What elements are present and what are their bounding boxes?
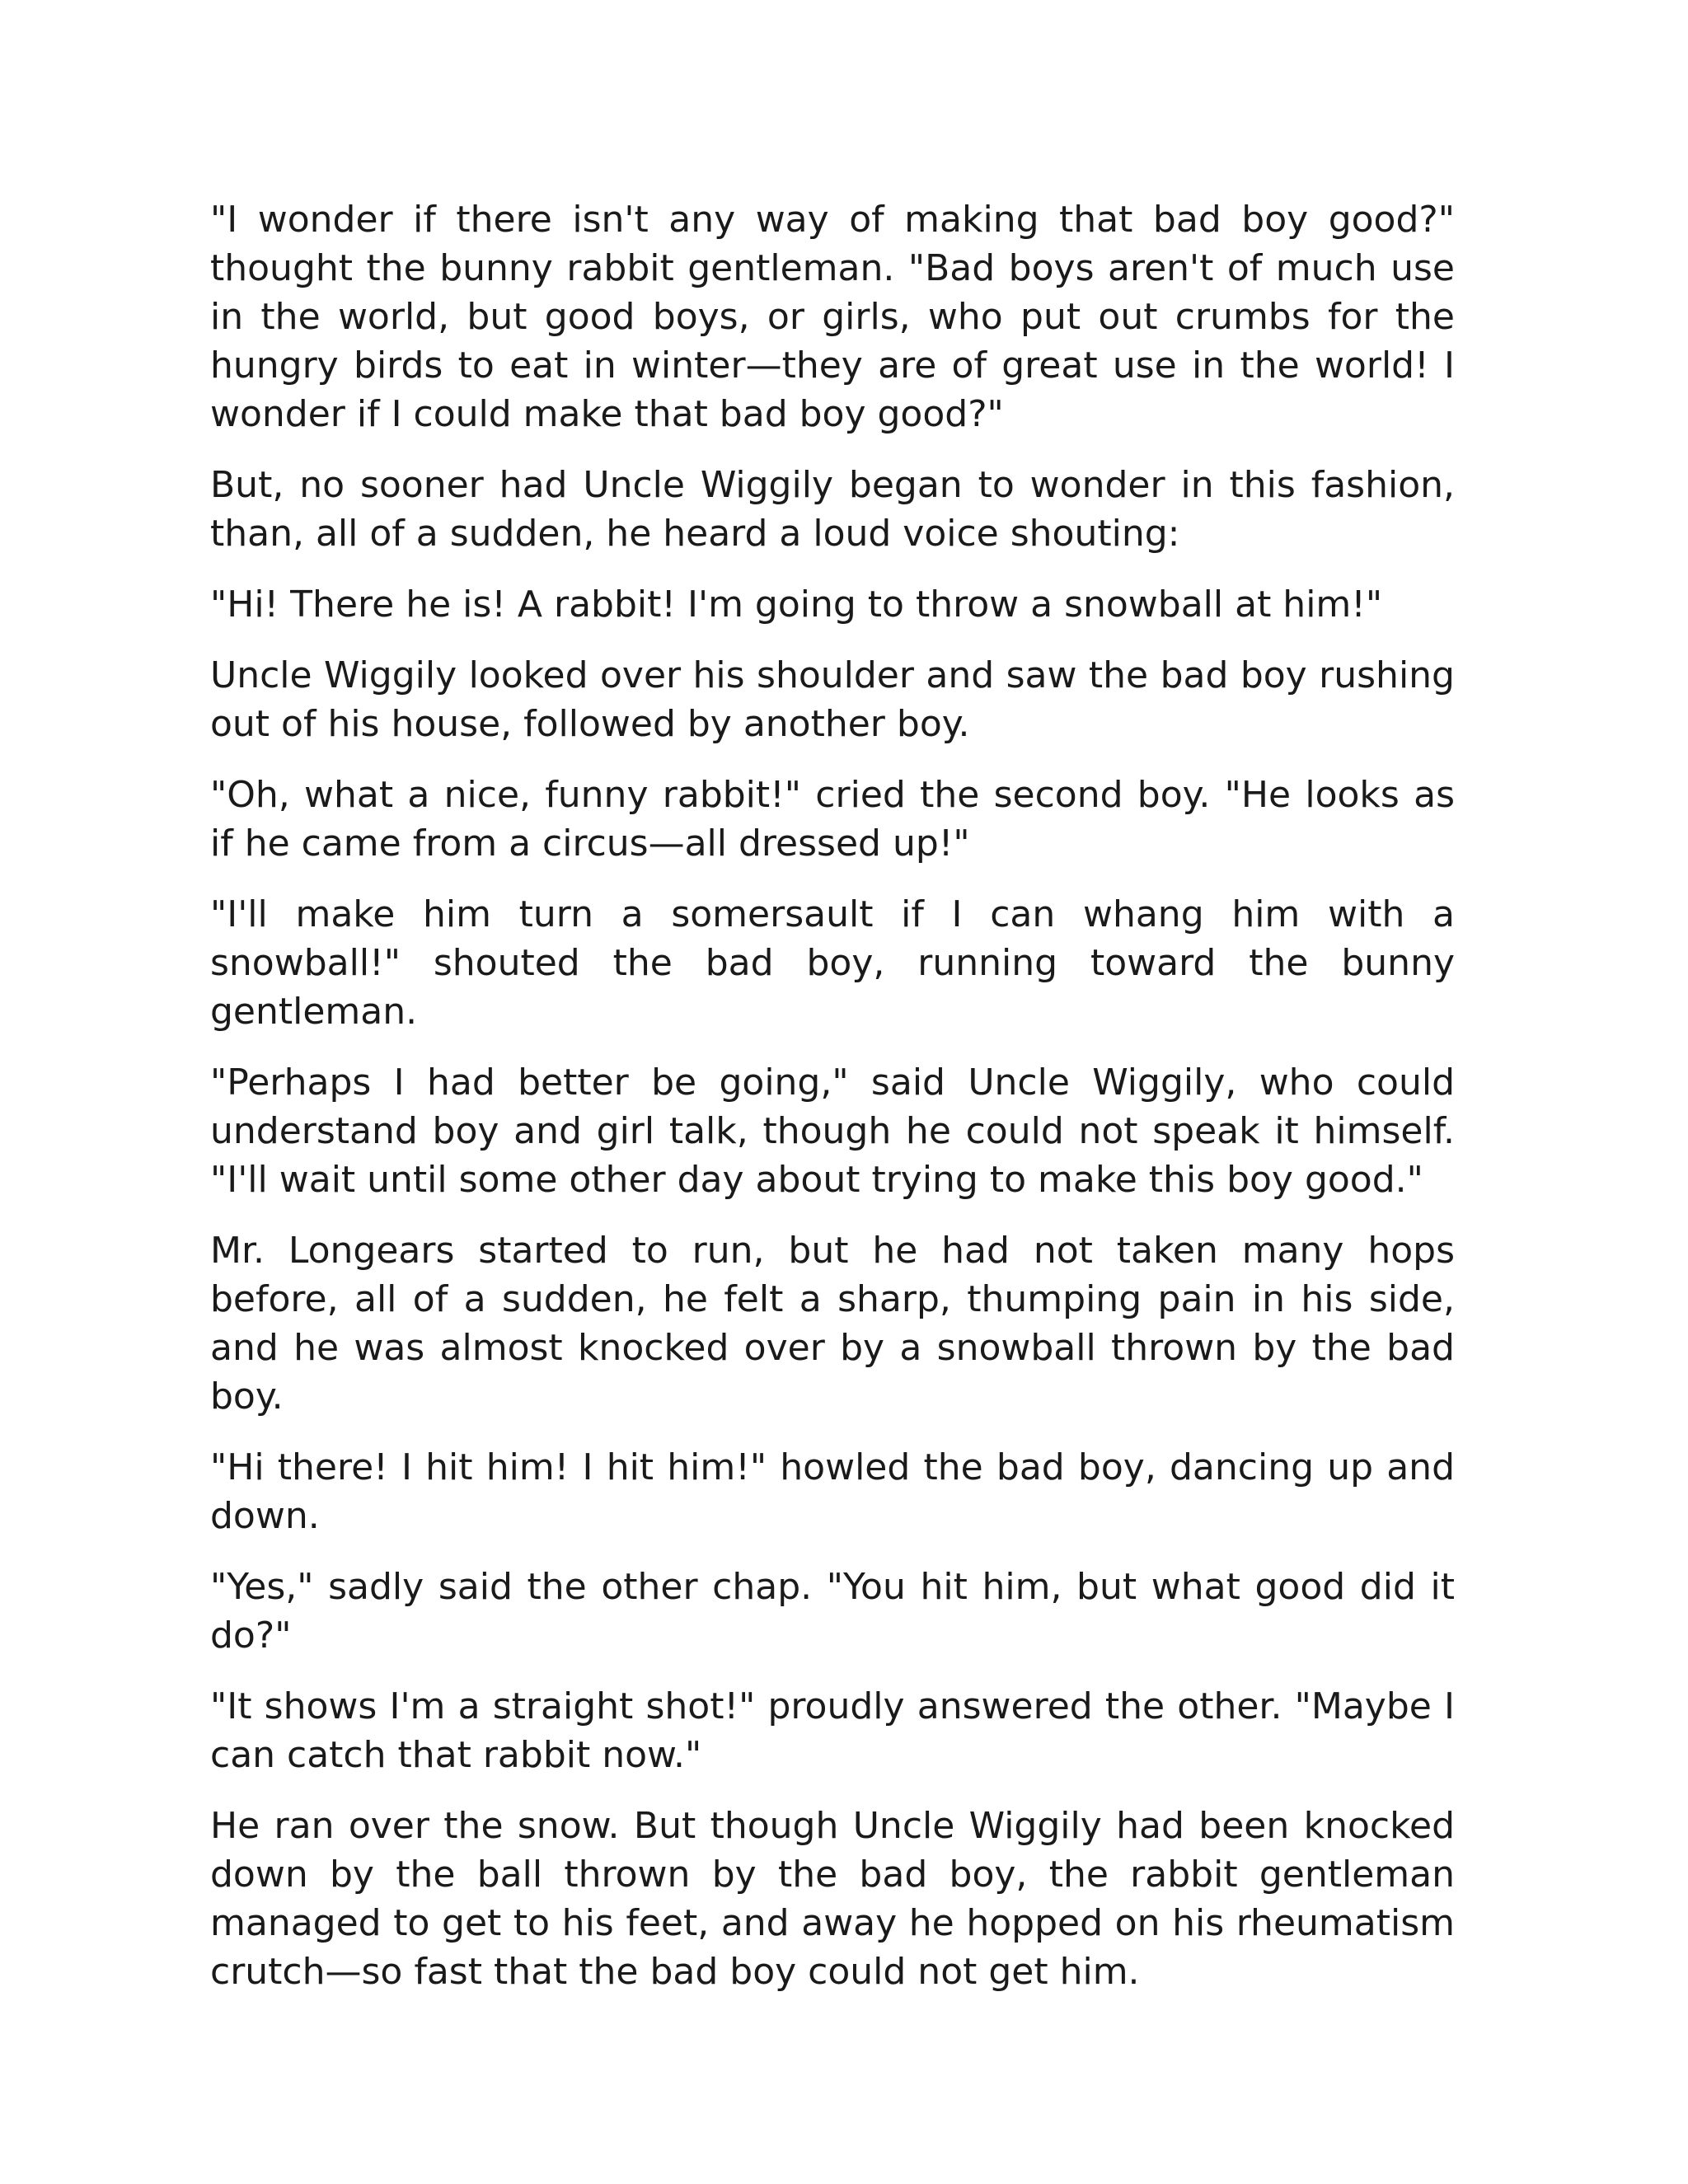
paragraph: "Oh, what a nice, funny rabbit!" cried the second boy. "He looks as if he came from a circus—all dressed up!" bbox=[210, 774, 1455, 865]
paragraph: Mr. Longears started to run, but he had not taken many hops before, all of a sudden, he felt a sharp, thumping pain in his side, and he was almost knocked over by a snowball thrown by the bad boy. bbox=[210, 1230, 1455, 1418]
paragraph: "Hi there! I hit him! I hit him!" howled the bad boy, dancing up and down. bbox=[210, 1446, 1455, 1537]
paragraph: "It shows I'm a straight shot!" proudly answered the other. "Maybe I can catch that rabbit now." bbox=[210, 1685, 1455, 1776]
paragraph: "I wonder if there isn't any way of making that bad boy good?" thought the bunny rabbit gentleman. "Bad boys aren't of much use in the world, but good boys, or girls, who put out crumbs for the hungry birds to eat in winter—they are of great use in the world! I wonder if I could make that bad boy good?" bbox=[210, 199, 1455, 435]
paragraph: But, no sooner had Uncle Wiggily began to wonder in this fashion, than, all of a sudden, he heard a loud voice shouting: bbox=[210, 464, 1455, 555]
paragraph: "Yes," sadly said the other chap. "You hit him, but what good did it do?" bbox=[210, 1566, 1455, 1657]
paragraph: He ran over the snow. But though Uncle Wiggily had been knocked down by the ball thrown by the bad boy, the rabbit gentleman managed to get to his feet, and away he hopped on his rheumatism crutch—so fast that the bad boy could not get him. bbox=[210, 1805, 1455, 1993]
paragraph: Uncle Wiggily looked over his shoulder and saw the bad boy rushing out of his house, followed by another boy. bbox=[210, 654, 1455, 745]
paragraph: "Perhaps I had better be going," said Uncle Wiggily, who could understand boy and girl talk, though he could not speak it himself. "I'll wait until some other day about trying to make this boy good." bbox=[210, 1062, 1455, 1201]
paragraph: "I'll make him turn a somersault if I can whang him with a snowball!" shouted the bad boy, running toward the bunny gentleman. bbox=[210, 893, 1455, 1033]
paragraph: "Hi! There he is! A rabbit! I'm going to throw a snowball at him!" bbox=[210, 583, 1383, 626]
page-body bbox=[210, 195, 1455, 2018]
